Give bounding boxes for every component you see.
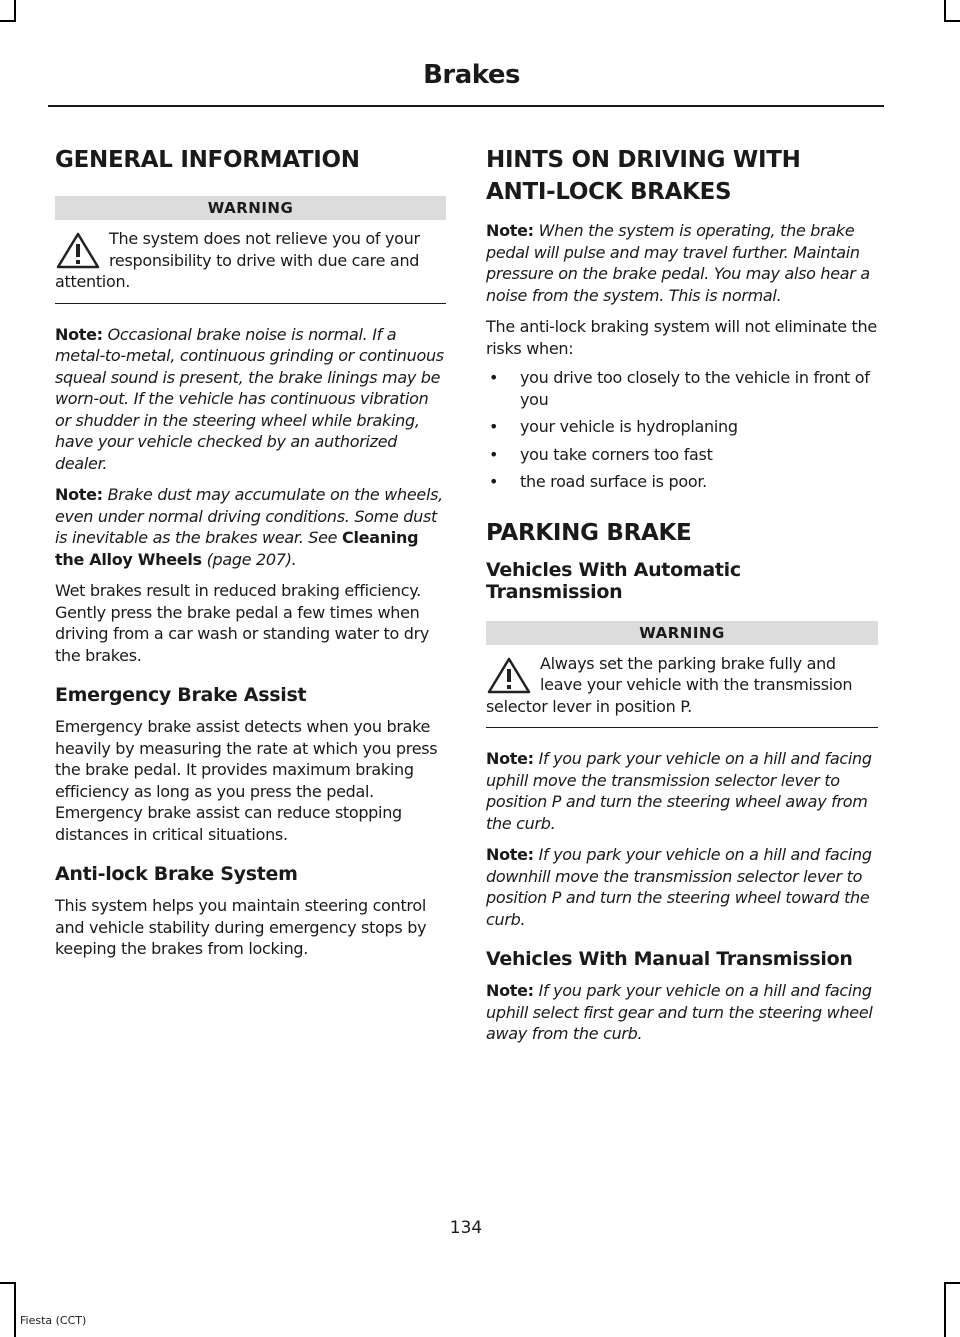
manual-transmission-heading: Vehicles With Manual Transmission xyxy=(486,948,853,970)
list-item: • you take corners too fast xyxy=(489,444,713,464)
hints-heading-line-2: ANTI-LOCK BRAKES xyxy=(486,179,732,205)
note-brake-noise xyxy=(55,324,446,475)
note-text: Brake dust may accumulate on the wheels, even under normal driving conditions. Some dust is inevitable as the brakes wear. See xyxy=(55,485,443,547)
note-label: Note: xyxy=(55,485,103,504)
emergency-brake-assist-heading: Emergency Brake Assist xyxy=(55,684,307,706)
crop-mark xyxy=(14,1282,16,1337)
crop-mark xyxy=(944,0,946,20)
note-text: If you park your vehicle on a hill and facing uphill select first gear and turn the steering wheel away from the curb. xyxy=(486,981,873,1043)
warning-text: Always set the parking brake fully and leave your vehicle with the transmission selector lever in position P. xyxy=(486,653,853,716)
note-text: If you park your vehicle on a hill and facing uphill move the transmission selector lever to position P and turn the steering wheel away from the curb. xyxy=(486,749,872,833)
page-number: 134 xyxy=(449,1218,483,1238)
note-label: Note: xyxy=(486,845,534,864)
note-text: Occasional brake noise is normal. If a metal-to-metal, continuous grinding or continuous squeal sound is present, the brake linings may be worn-out. If the vehicle has continuous vibration or shudder in the steering wheel while braking, have your vehicle checked by an authorized dealer. xyxy=(55,324,444,473)
note-park-uphill-manual xyxy=(486,980,878,1045)
warning-triangle-icon xyxy=(486,655,532,695)
crop-mark xyxy=(0,20,16,22)
list-item: • you drive too closely to the vehicle in front of you xyxy=(489,368,870,409)
note-system-operating xyxy=(486,220,878,306)
note-label: Note: xyxy=(486,981,534,1000)
note-label: Note: xyxy=(55,324,103,344)
footer-model: Fiesta (CCT) xyxy=(20,1314,87,1327)
anti-lock-brake-system-heading: Anti-lock Brake System xyxy=(55,863,298,885)
risks-list xyxy=(486,367,878,493)
crop-mark xyxy=(944,1282,960,1284)
note-label: Note: xyxy=(486,749,534,768)
page-title: Brakes xyxy=(423,60,520,90)
left-column xyxy=(55,144,446,970)
note-text: When the system is operating, the brake pedal will pulse and may travel further. Maintain pressure on the brake pedal. You may also hear a noise from the system. This is normal. xyxy=(486,221,870,305)
warning-triangle-icon xyxy=(55,230,101,270)
automatic-transmission-heading: Vehicles With Automatic Transmission xyxy=(486,558,741,603)
crop-mark xyxy=(14,0,16,20)
note-label: Note: xyxy=(486,221,534,240)
bullet-glyph: • xyxy=(489,472,499,491)
wet-brakes-paragraph: Wet brakes result in reduced braking efficiency. Gently press the brake pedal a few times when driving from a car wash or standing water to dry the brakes. xyxy=(55,581,430,665)
hints-heading-line-1: HINTS ON DRIVING WITH xyxy=(486,147,801,173)
warning-box xyxy=(55,196,446,304)
warning-text: The system does not relieve you of your responsibility to drive with due care and attention. xyxy=(55,229,420,291)
bullet-glyph: • xyxy=(489,444,499,464)
warning-label: WARNING xyxy=(486,621,878,645)
warning-box xyxy=(486,621,878,729)
note-brake-dust xyxy=(55,484,446,570)
general-information-heading: GENERAL INFORMATION xyxy=(55,147,360,173)
crop-mark xyxy=(0,1282,16,1284)
crop-mark xyxy=(944,20,960,22)
risks-intro: The anti-lock braking system will not eliminate the risks when: xyxy=(486,317,877,358)
crop-mark xyxy=(944,1282,946,1337)
hints-heading xyxy=(486,144,878,208)
cross-reference-link[interactable]: Cleaning the Alloy Wheels xyxy=(55,528,419,569)
parking-brake-heading: PARKING BRAKE xyxy=(486,519,692,546)
list-item: • the road surface is poor. xyxy=(489,472,707,491)
note-park-uphill-automatic xyxy=(486,748,878,834)
header-rule xyxy=(48,105,884,107)
page-reference: (page 207). xyxy=(206,549,297,569)
warning-body xyxy=(486,645,878,729)
right-column xyxy=(486,144,878,1055)
emergency-brake-assist-paragraph: Emergency brake assist detects when you brake heavily by measuring the rate at which you press the brake pedal. It provides maximum braking efficiency as long as you press the pedal. Emergency brake assist can reduce stopping distances in critical situations. xyxy=(55,717,438,844)
bullet-glyph: • xyxy=(489,368,499,387)
list-item: • your vehicle is hydroplaning xyxy=(489,417,738,436)
bullet-glyph: • xyxy=(489,417,499,436)
anti-lock-brake-system-paragraph: This system helps you maintain steering control and vehicle stability during emergency stops by keeping the brakes from locking. xyxy=(55,896,427,958)
warning-label: WARNING xyxy=(55,196,446,220)
note-park-downhill-automatic xyxy=(486,844,878,930)
note-text: If you park your vehicle on a hill and facing downhill move the transmission selector lever to position P and turn the steering wheel toward the curb. xyxy=(486,845,872,929)
warning-body xyxy=(55,220,446,304)
